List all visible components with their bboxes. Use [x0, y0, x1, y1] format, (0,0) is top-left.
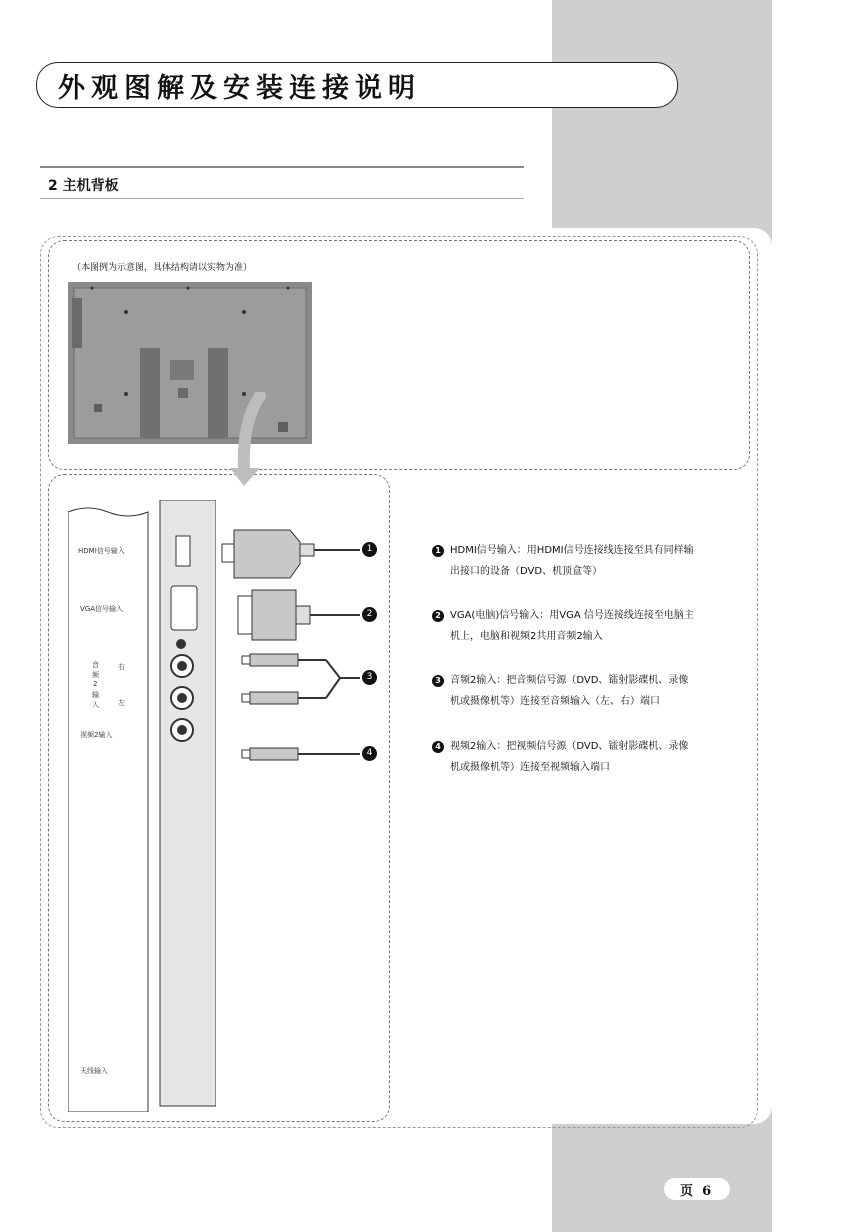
label-audio-char: 输 — [92, 691, 99, 699]
label-audio-char: 2 — [93, 680, 98, 688]
callout-3: 3 — [362, 670, 377, 685]
label-audio-right: 右 — [118, 663, 125, 671]
description-line: 音频2输入：把音频信号源（DVD、镭射影碟机、录像 — [450, 675, 689, 686]
figure-note: （本图例为示意图，具体结构请以实物为准） — [72, 263, 253, 273]
description-number: 3 — [432, 675, 444, 687]
description-line: 机或摄像机等）连接至音频输入（左、右）端口 — [450, 696, 660, 707]
label-hdmi-input: HDMI信号输入 — [78, 547, 125, 555]
description-line: 出接口的设备（DVD、机顶盒等） — [450, 566, 603, 577]
page-title: 外观图解及安装连接说明 — [58, 73, 421, 104]
description-line: VGA(电脑)信号输入：用VGA 信号连接线连接至电脑主 — [450, 610, 694, 621]
description-line: 机上，电脑和视频2共用音频2输入 — [450, 631, 603, 642]
page-label: 页 — [680, 1184, 694, 1199]
label-audio-char: 频 — [92, 671, 99, 679]
side-panel-illustration — [68, 500, 216, 1112]
callout-2: 2 — [362, 607, 377, 622]
page-number — [680, 1180, 711, 1199]
description-hdmi — [432, 540, 762, 582]
description-number: 4 — [432, 741, 444, 753]
section-title: 2 主机背板 — [48, 178, 119, 194]
description-number: 2 — [432, 610, 444, 622]
callout-4: 4 — [362, 746, 377, 761]
callout-1: 1 — [362, 542, 377, 557]
description-video — [432, 736, 762, 778]
section-rule-top — [40, 166, 524, 168]
description-line: HDMI信号输入：用HDMI信号连接线连接至具有同样输 — [450, 545, 694, 556]
page-number-value: 6 — [702, 1184, 712, 1199]
description-audio — [432, 670, 762, 712]
description-vga — [432, 605, 762, 647]
label-audio-left: 左 — [118, 699, 125, 707]
label-antenna-input: 天线输入 — [80, 1067, 108, 1075]
label-audio-char: 音 — [92, 661, 99, 669]
description-line: 机或摄像机等）连接至视频输入端口 — [450, 762, 610, 773]
section-rule-bottom — [40, 198, 524, 199]
tv-back-illustration — [68, 282, 312, 444]
cable-illustrations — [220, 520, 390, 820]
label-video-input: 视频2输入 — [80, 731, 113, 739]
label-vga-input: VGA信号输入 — [80, 605, 124, 613]
description-number: 1 — [432, 545, 444, 557]
down-arrow-icon — [226, 392, 266, 488]
description-line: 视频2输入：把视频信号源（DVD、镭射影碟机、录像 — [450, 741, 689, 752]
label-audio-char: 入 — [92, 701, 99, 709]
